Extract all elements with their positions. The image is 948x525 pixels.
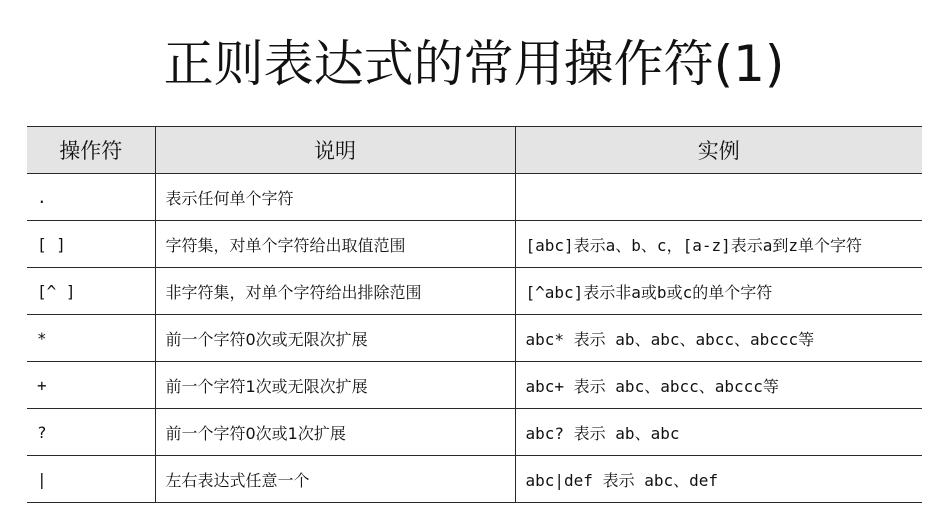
example-cell: abc? 表示 ab、abc <box>515 409 922 456</box>
example-cell: abc|def 表示 abc、def <box>515 456 922 503</box>
table-row <box>27 268 922 315</box>
description-cell: 字符集，对单个字符给出取值范围 <box>155 221 515 268</box>
operator-cell: + <box>27 362 155 409</box>
description-cell: 前一个字符0次或1次扩展 <box>155 409 515 456</box>
table-row <box>27 409 922 456</box>
table-row <box>27 174 922 221</box>
description-cell: 前一个字符1次或无限次扩展 <box>155 362 515 409</box>
example-cell: [^abc]表示非a或b或c的单个字符 <box>515 268 922 315</box>
example-cell: [abc]表示a、b、c，[a-z]表示a到z单个字符 <box>515 221 922 268</box>
operator-cell: [ ] <box>27 221 155 268</box>
description-cell: 非字符集，对单个字符给出排除范围 <box>155 268 515 315</box>
operator-cell: . <box>27 174 155 221</box>
description-cell: 表示任何单个字符 <box>155 174 515 221</box>
description-cell: 左右表达式任意一个 <box>155 456 515 503</box>
table-row <box>27 456 922 503</box>
table-row <box>27 362 922 409</box>
operator-cell: | <box>27 456 155 503</box>
description-cell: 前一个字符0次或无限次扩展 <box>155 315 515 362</box>
table-row <box>27 315 922 362</box>
example-cell <box>515 174 922 221</box>
header-example: 实例 <box>515 127 922 174</box>
operator-cell: [^ ] <box>27 268 155 315</box>
example-cell: abc+ 表示 abc、abcc、abccc等 <box>515 362 922 409</box>
table-row <box>27 221 922 268</box>
page-title: 正则表达式的常用操作符(1) <box>163 35 785 93</box>
operator-cell: ? <box>27 409 155 456</box>
table-header-row <box>27 127 922 174</box>
operators-table <box>27 126 922 503</box>
operator-cell: * <box>27 315 155 362</box>
header-description: 说明 <box>155 127 515 174</box>
example-cell: abc* 表示 ab、abc、abcc、abccc等 <box>515 315 922 362</box>
header-operator: 操作符 <box>27 127 155 174</box>
